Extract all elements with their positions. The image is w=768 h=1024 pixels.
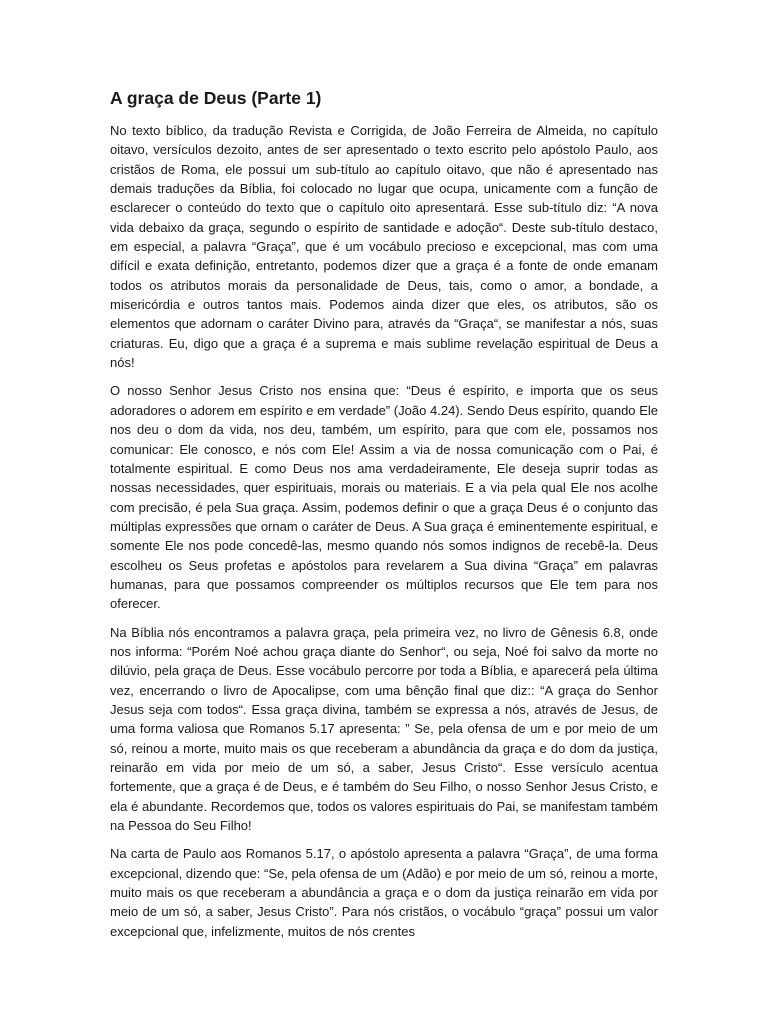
paragraph-3: Na Bíblia nós encontramos a palavra graça, pela primeira vez, no livro de Gênesis 6.8, onde nos informa: “Porém Noé achou graça diante do Senhor“, ou seja, Noé foi salvo da morte no dilúvio, pela graça de Deus. Esse vocábulo percorre por toda a Bíblia, e aparecerá pela última vez, encerrando o livro de Apocalipse, com uma bênção final que diz:: “A graça do Senhor Jesus seja com todos“. Essa graça divina, também se expressa a nós, através de Jesus, de uma forma valiosa que Romanos 5.17 apresenta: ” Se, pela ofensa de um e por meio de um só, reinou a morte, muito mais os que receberam a abundância da graça e do dom da justiça, reinarão em vida por meio de um só, a saber, Jesus Cristo“. Esse versículo acentua fortemente, que a graça é de Deus, e é também do Seu Filho, o nosso Senhor Jesus Cristo, e ela é abundante. Recordemos que, todos os valores espirituais do Pai, se manifestam também na Pessoa do Seu Filho! bbox=[110, 624, 658, 834]
document-title: A graça de Deus (Parte 1) bbox=[110, 88, 322, 108]
paragraph-4: Na carta de Paulo aos Romanos 5.17, o apóstolo apresenta a palavra “Graça”, de uma forma excepcional, dizendo que: “Se, pela ofensa de um (Adão) e por meio de um só, reinou a morte, muito mais os que receberam a abundância a graça e o dom da justiça reinarão em vida por meio de um só, a saber, Jesus Cristo”. Para nós cristãos, o vocábulo “graça” possui um valor excepcional que, infelizmente, muitos de nós crentes bbox=[110, 846, 658, 939]
document-page bbox=[110, 86, 658, 950]
paragraph-1: No texto bíblico, da tradução Revista e Corrigida, de João Ferreira de Almeida, no capítulo oitavo, versículos dezoito, antes de ser apresentado o texto escrito pelo apóstolo Paulo, aos cristãos de Roma, ele possui um sub-título ao capítulo oitavo, que não é apresentado nas demais traduções da Bíblia, foi colocado no lugar que ocupa, unicamente com a função de esclarecer o conteúdo do texto que o capítulo oito apresentará. Esse sub-título diz: “A nova vida debaixo da graça, segundo o espírito de santidade e adoção“. Deste sub-título destaco, em especial, a palavra “Graça”, que é um vocábulo precioso e excepcional, mas com uma difícil e exata definição, entretanto, podemos dizer que a graça é a fonte de onde emanam todos os atributos morais da personalidade de Deus, tais, como o amor, a bondade, a misericórdia e outros tantos mais. Podemos ainda dizer que eles, os atributos, são os elementos que adornam o caráter Divino para, através da “Graça“, se manifestar a nós, suas criaturas. Eu, digo que a graça é a suprema e mais sublime revelação espiritual de Deus a nós! bbox=[110, 123, 658, 371]
paragraph-2: O nosso Senhor Jesus Cristo nos ensina que: “Deus é espírito, e importa que os seus adoradores o adorem em espírito e em verdade” (João 4.24). Sendo Deus espírito, quando Ele nos deu o dom da vida, nos deu, também, um espírito, para que com ele, possamos nos comunicar: Ele conosco, e nós com Ele! Assim a via de nossa comunicação com o Pai, é totalmente espiritual. E como Deus nos ama verdadeiramente, Ele deseja suprir todas as nossas necessidades, quer espirituais, morais ou materiais. E a via pela qual Ele nos acolhe com precisão, é pela Sua graça. Assim, podemos definir o que a graça Deus é o conjunto das múltiplas expressões que ornam o caráter de Deus. A Sua graça é eminentemente espiritual, e somente Ele nos pode concedê-las, mesmo quando nós somos indignos de recebê-la. Deus escolheu os Seus profetas e apóstolos para revelarem a Sua divina “Graça” em palavras humanas, para que possamos compreender os múltiplos recursos que Ele tem para nos oferecer. bbox=[110, 383, 658, 612]
